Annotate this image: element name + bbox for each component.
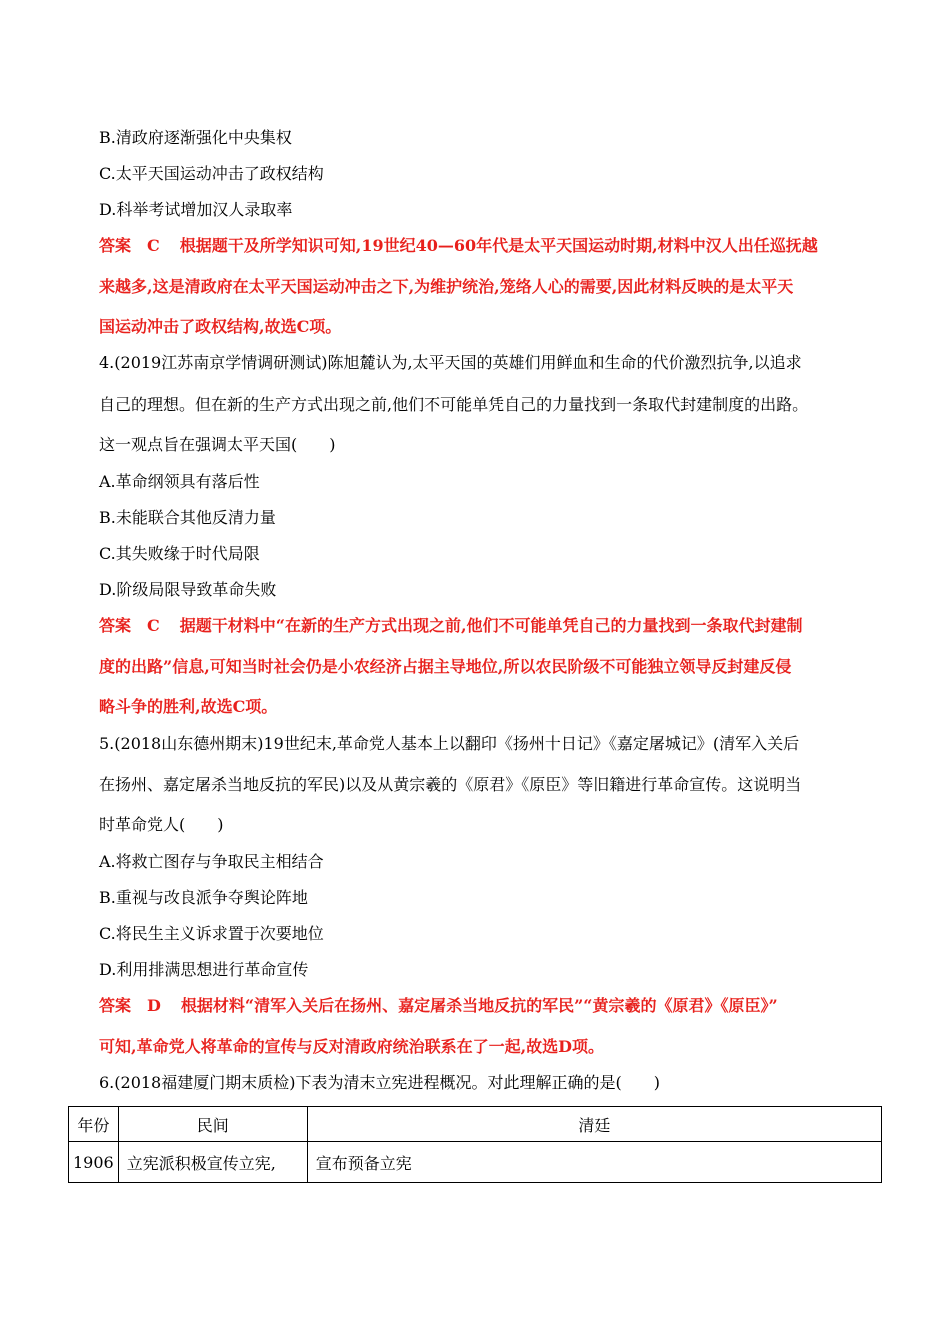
q3-option-d: D.科举考试增加汉人录取率 [99,200,293,219]
q5-option-a: A.将救亡图存与争取民主相结合 [99,852,324,871]
q3-option-b: B.清政府逐渐强化中央集权 [99,128,292,147]
answer-label: 答案 [99,616,132,635]
q4-stem-line-3: 这一观点旨在强调太平天国( ) [99,435,336,454]
q4-option-b: B.未能联合其他反清力量 [99,508,276,527]
q5-answer [99,996,778,1016]
q4-answer-line-2: 度的出路”信息,可知当时社会仍是小农经济占据主导地位,所以农民阶级不可能独立领导反封建反侵 [99,657,792,676]
q4-stem-line-2: 自己的理想。但在新的生产方式出现之前,他们不可能单凭自己的力量找到一条取代封建制度的出路。 [99,395,809,414]
q6-stem: 6.(2018福建厦门期末质检)下表为清末立宪进程概况。对此理解正确的是( ) [99,1073,660,1092]
q5-option-b: B.重视与改良派争夺舆论阵地 [99,888,308,907]
q4-stem-line-1: 4.(2019江苏南京学情调研测试)陈旭麓认为,太平天国的英雄们用鲜血和生命的代价激烈抗争,以追求 [99,353,802,372]
answer-explanation: 据题干材料中“在新的生产方式出现之前,他们不可能单凭自己的力量找到一条取代封建制 [179,616,803,635]
q3-answer-line-2: 来越多,这是清政府在太平天国运动冲击之下,为维护统治,笼络人心的需要,因此材料反映的是太平天 [99,277,794,296]
q4-answer [99,616,803,636]
q4-option-c: C.其失败缘于时代局限 [99,544,260,563]
table-row [69,1142,882,1183]
cell-folk: 立宪派积极宣传立宪, [118,1142,307,1183]
answer-label: 答案 [99,996,132,1015]
q5-stem-line-3: 时革命党人( ) [99,815,224,834]
q5-option-d: D.利用排满思想进行革命宣传 [99,960,309,979]
answer-explanation: 根据题干及所学知识可知,19世纪40—60年代是太平天国运动时期,材料中汉人出任巡抚越 [179,236,818,255]
q3-answer-line-3: 国运动冲击了政权结构,故选C项。 [99,317,342,336]
answer-label: 答案 [99,236,132,255]
q4-answer-line-3: 略斗争的胜利,故选C项。 [99,697,278,716]
answer-key: C [147,236,160,255]
q4-option-a: A.革命纲领具有落后性 [99,472,260,491]
cell-court: 宣布预备立宪 [307,1142,881,1183]
q5-stem-line-1: 5.(2018山东德州期末)19世纪末,革命党人基本上以翻印《扬州十日记》《嘉定屠城记》(清军入关后 [99,734,800,753]
q4-option-d: D.阶级局限导致革命失败 [99,580,277,599]
table-header-row [69,1107,882,1142]
header-folk: 民间 [118,1107,307,1142]
q5-answer-line-2: 可知,革命党人将革命的宣传与反对清政府统治联系在了一起,故选D项。 [99,1037,605,1056]
cell-year: 1906 [69,1142,119,1183]
header-court: 清廷 [307,1107,881,1142]
q5-stem-line-2: 在扬州、嘉定屠杀当地反抗的军民)以及从黄宗羲的《原君》《原臣》等旧籍进行革命宣传。这说明当 [99,775,802,794]
answer-key: D [147,996,161,1015]
q5-option-c: C.将民生主义诉求置于次要地位 [99,924,324,943]
q3-answer [99,236,818,256]
answer-key: C [147,616,160,635]
header-year: 年份 [69,1107,119,1142]
constitution-table [68,1106,882,1183]
answer-explanation: 根据材料“清军入关后在扬州、嘉定屠杀当地反抗的军民”“黄宗羲的《原君》《原臣》” [180,996,778,1015]
q3-option-c: C.太平天国运动冲击了政权结构 [99,164,324,183]
